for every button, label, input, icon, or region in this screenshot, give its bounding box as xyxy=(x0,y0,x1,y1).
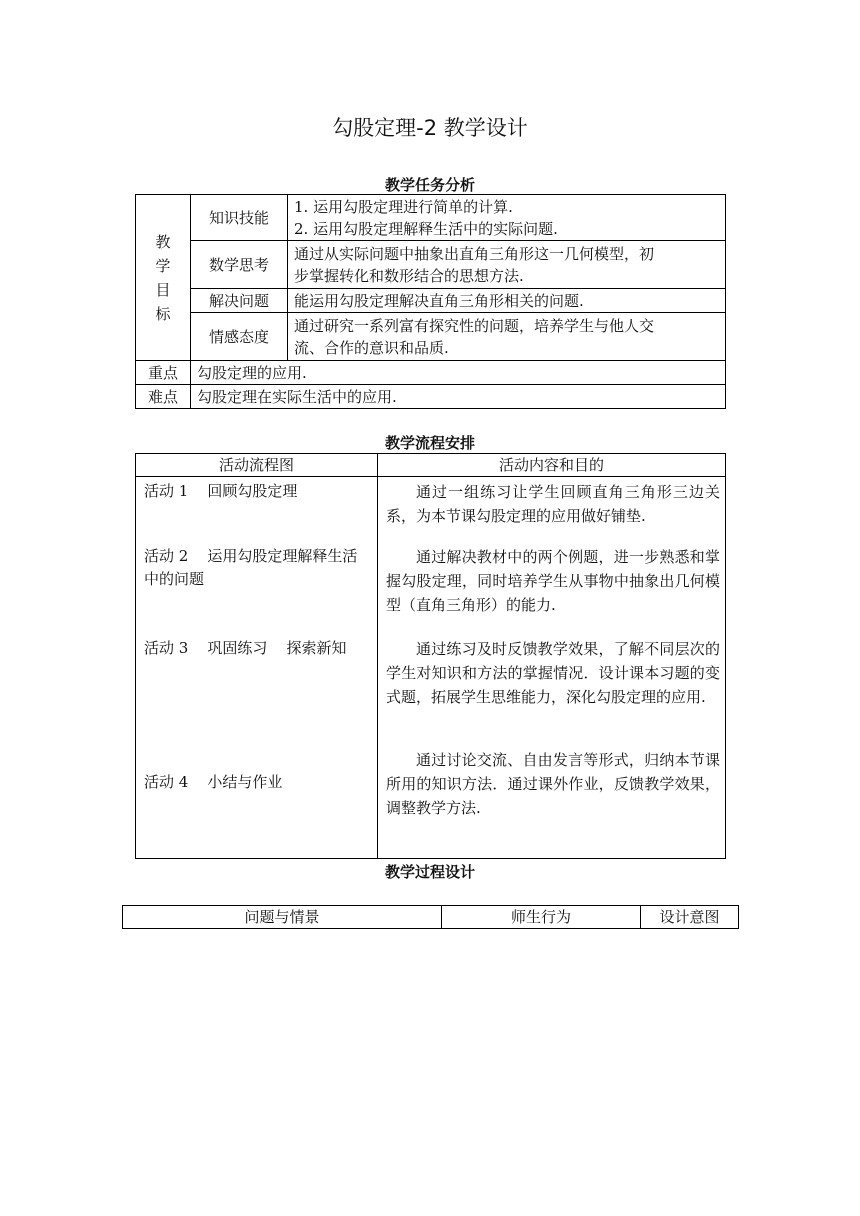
activity-content: 通过解决教材中的两个例题，进一步熟悉和掌握勾股定理，同时培养学生从事物中抽象出几何模型（直角三角形）的能力. xyxy=(386,548,720,614)
goal-line: 通过从实际问题中抽象出直角三角形这一几何模型，初 xyxy=(294,244,655,263)
goal-row-label: 数学思考 xyxy=(191,241,288,289)
goal-row-content xyxy=(288,195,726,241)
process-col-header: 问题与情景 xyxy=(123,906,442,929)
flow-col-right-header: 活动内容和目的 xyxy=(378,454,726,477)
document-title: 勾股定理-2 教学设计 xyxy=(332,116,528,140)
goal-row-label: 解决问题 xyxy=(191,289,288,313)
activity-label: 活动 4 小结与作业 xyxy=(144,773,283,791)
activity-list xyxy=(136,477,378,859)
activity-content-list xyxy=(378,477,726,859)
flow-heading: 教学流程安排 xyxy=(384,434,475,452)
goal-row-content xyxy=(288,313,726,361)
goal-row-content xyxy=(288,289,726,313)
activity-label: 活动 2 运用勾股定理解释生活中的问题 xyxy=(144,547,358,588)
task-analysis-table xyxy=(135,194,726,409)
goal-line: 通过研究一系列富有探究性的问题，培养学生与他人交 xyxy=(294,316,655,335)
flow-table xyxy=(135,453,726,859)
task-analysis-heading: 教学任务分析 xyxy=(384,176,475,194)
difficulty-label: 难点 xyxy=(136,385,191,409)
process-col-header: 设计意图 xyxy=(641,906,739,929)
goal-label-cell xyxy=(136,195,191,361)
difficulty-content: 勾股定理在实际生活中的应用. xyxy=(191,385,726,409)
activity-content: 通过练习及时反馈教学效果，了解不同层次的学生对知识和方法的掌握情况．设计课本习题的变式题，拓展学生思维能力，深化勾股定理的应用. xyxy=(386,640,720,706)
process-table xyxy=(122,905,739,929)
activity-content: 通过一组练习让学生回顾直角三角形三边关系，为本节课勾股定理的应用做好铺垫. xyxy=(386,483,720,525)
activity-label: 活动 3 巩固练习 探索新知 xyxy=(144,639,347,657)
key-point-label: 重点 xyxy=(136,361,191,385)
goal-line: 流、合作的意识和品质. xyxy=(294,338,449,357)
activity-label: 活动 1 回顾勾股定理 xyxy=(144,482,298,500)
goal-char: 目 xyxy=(155,280,171,299)
goal-char: 学 xyxy=(155,256,171,275)
process-heading: 教学过程设计 xyxy=(384,863,475,881)
goal-line: 2. 运用勾股定理解释生活中的实际问题. xyxy=(294,219,558,238)
goal-row-label: 知识技能 xyxy=(191,195,288,241)
goal-char: 标 xyxy=(155,304,171,323)
goal-char: 教 xyxy=(155,232,171,251)
goal-line: 能运用勾股定理解决直角三角形相关的问题. xyxy=(294,291,584,310)
goal-line: 步掌握转化和数形结合的思想方法. xyxy=(294,266,524,285)
process-col-header: 师生行为 xyxy=(442,906,641,929)
goal-row-label: 情感态度 xyxy=(191,313,288,361)
goal-line: 1. 运用勾股定理进行简单的计算. xyxy=(294,197,513,216)
flow-col-left-header: 活动流程图 xyxy=(136,454,378,477)
activity-content: 通过讨论交流、自由发言等形式，归纳本节课所用的知识方法．通过课外作业，反馈教学效果，调整教学方法. xyxy=(386,751,720,817)
goal-row-content xyxy=(288,241,726,289)
key-point-content: 勾股定理的应用. xyxy=(191,361,726,385)
